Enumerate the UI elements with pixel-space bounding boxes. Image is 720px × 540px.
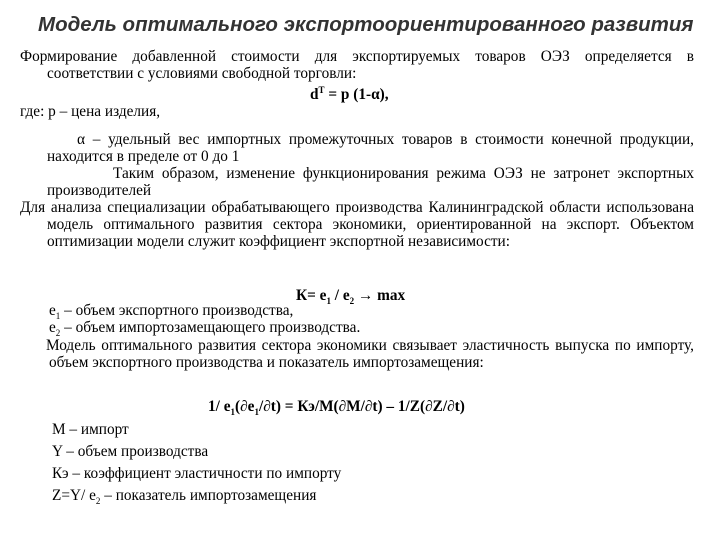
- specialization-paragraph: Для анализа специализации обрабатывающего производства Калининградской области использована модель оптимального развития сектора экономики, ориентированной на экспорт. Объектом оптимизации модели служит коэффициент экспортной независимости:: [20, 199, 694, 250]
- model-paragraph: Модель оптимального развития сектора экономики связывает эластичность выпуска по импорту, объем экспортного производства и показатель импортозамещения:: [46, 337, 694, 371]
- formula-export-independence: $К= e_1 / e_2 \to \max$: [296, 287, 406, 307]
- def-import-substitution: Z=Y/ $e_2$ – показатель импортозамещения: [52, 487, 317, 507]
- e1-definition: $e_1$ – объем экспортного производства,: [49, 302, 294, 322]
- intro-paragraph: [20, 48, 694, 82]
- thus-paragraph: Таким образом, изменение функционирования режима ОЭЗ не затронет экспортных производителей: [47, 165, 694, 199]
- intro-text: Формирование добавленной стоимости для экспортируемых товаров ОЭЗ определяется в соответствии с условиями свободной торговли:: [20, 48, 694, 82]
- e2-definition: $e_2$ – объем импортозамещающего производства.: [49, 319, 361, 339]
- where-p: где: р – цена изделия,: [20, 103, 161, 120]
- alpha-definition: α – удельный вес импортных промежуточных товаров в стоимости конечной продукции, находится в пределе от 0 до 1: [47, 131, 694, 165]
- def-import: M – импорт: [52, 421, 129, 438]
- slide-title: Модель оптимального экспортоориентированного развития: [38, 13, 694, 36]
- variable-definitions: [52, 419, 341, 507]
- formula-elasticity: 1/ $e_1(\partial e_1/\partial t) = Кэ/M(\partial M/\partial t) - 1/Z(\partial Z/\partial t)$: [208, 398, 465, 418]
- def-elasticity: Кэ – коэффициент эластичности по импорту: [52, 465, 342, 482]
- def-production: Y – объем производства: [52, 443, 209, 460]
- formula-value-added: $d^T = p$ (1-α),: [310, 84, 389, 103]
